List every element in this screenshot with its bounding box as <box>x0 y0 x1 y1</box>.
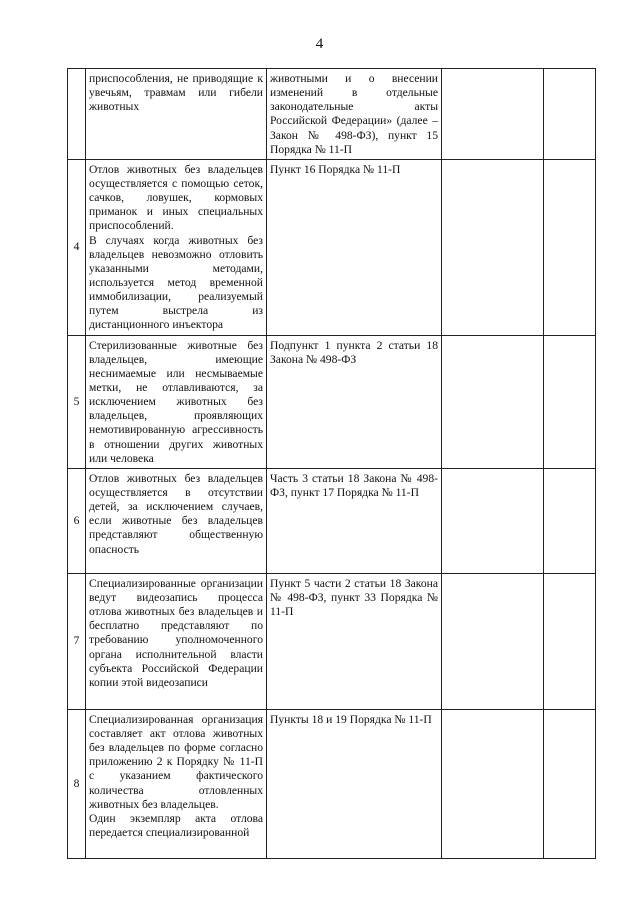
table-row <box>68 335 596 468</box>
empty-cell <box>442 709 544 858</box>
reference-cell <box>267 709 442 858</box>
requirement-text: приспособления, не приводящие к увечьям, травмам или гибели животных <box>89 72 263 114</box>
requirement-cell <box>86 159 267 335</box>
empty-cell <box>544 573 596 709</box>
reference-cell <box>267 159 442 335</box>
row-number: 7 <box>68 573 86 709</box>
empty-cell <box>544 159 596 335</box>
empty-cell <box>442 69 544 160</box>
table-row <box>68 709 596 858</box>
row-number: 5 <box>68 335 86 468</box>
empty-cell <box>544 709 596 858</box>
row-number <box>68 69 86 160</box>
requirement-text-2: В случаях когда животных без владельцев невозможно отловить указанными методами, используется метод временной иммобилизации, реализуемый путем выстрела из дистанционного инъектора <box>89 233 263 332</box>
reference-text: Часть 3 статьи 18 Закона № 498-ФЗ, пункт 17 Порядка № 11-П <box>270 471 438 499</box>
requirement-text: Стерилизованные животные без владельцев, имеющие неснимаемые или несмываемые метки, не отлавливаются, за исключением животных без владельцев, проявляющих немотивированную агрессивность в отношении других животных или человека <box>89 338 263 465</box>
reference-cell <box>267 69 442 160</box>
empty-cell <box>442 159 544 335</box>
reference-text: животными и о внесении изменений в отдельные законодательные акты Российской Федерации» (далее – Закон № 498-ФЗ), пункт 15 Порядка № 11-П <box>270 72 438 156</box>
table-row <box>68 69 596 160</box>
row-number: 6 <box>68 468 86 573</box>
requirement-cell <box>86 709 267 858</box>
requirement-cell <box>86 468 267 573</box>
empty-cell <box>442 335 544 468</box>
reference-cell <box>267 573 442 709</box>
reference-cell <box>267 335 442 468</box>
row-number: 4 <box>68 159 86 335</box>
table-row <box>68 573 596 709</box>
empty-cell <box>442 468 544 573</box>
reference-text: Пункты 18 и 19 Порядка № 11-П <box>270 712 432 726</box>
reference-cell <box>267 468 442 573</box>
empty-cell <box>442 573 544 709</box>
requirement-text: Специализированная организация составляет акт отлова животных без владельцев по форме согласно приложению 2 к Порядку № 11-П с указанием фактического количества отловленных животных без владельцев. <box>89 712 263 811</box>
requirements-table <box>67 68 596 859</box>
requirement-text: Отлов животных без владельцев осуществляется с помощью сеток, сачков, ловушек, кормовых приманок и иных специальных приспособлений. <box>89 162 263 233</box>
requirement-text: Отлов животных без владельцев осуществляется в отсутствии детей, за исключением случаев, если животные без владельцев представляют общественную опасность <box>89 471 263 556</box>
requirement-text-2: Один экземпляр акта отлова передается специализированной <box>89 811 263 839</box>
page-number: 4 <box>315 36 324 52</box>
reference-text: Пункт 5 части 2 статьи 18 Закона № 498-ФЗ, пункт 33 Порядка № 11-П <box>270 576 438 619</box>
row-number: 8 <box>68 709 86 858</box>
requirement-text: Специализированные организации ведут видеозапись процесса отлова животных без владельцев и бесплатно представляют по требованию уполномоченного органа исполнительной власти субъекта Российской Федерации копии этой видеозаписи <box>89 576 263 689</box>
reference-text: Подпункт 1 пункта 2 статьи 18 Закона № 498-ФЗ <box>270 338 438 366</box>
requirement-cell <box>86 573 267 709</box>
requirement-cell <box>86 335 267 468</box>
requirement-cell <box>86 69 267 160</box>
empty-cell <box>544 69 596 160</box>
empty-cell <box>544 335 596 468</box>
empty-cell <box>544 468 596 573</box>
reference-text: Пункт 16 Порядка № 11-П <box>270 162 401 176</box>
table-row <box>68 468 596 573</box>
table-row <box>68 159 596 335</box>
